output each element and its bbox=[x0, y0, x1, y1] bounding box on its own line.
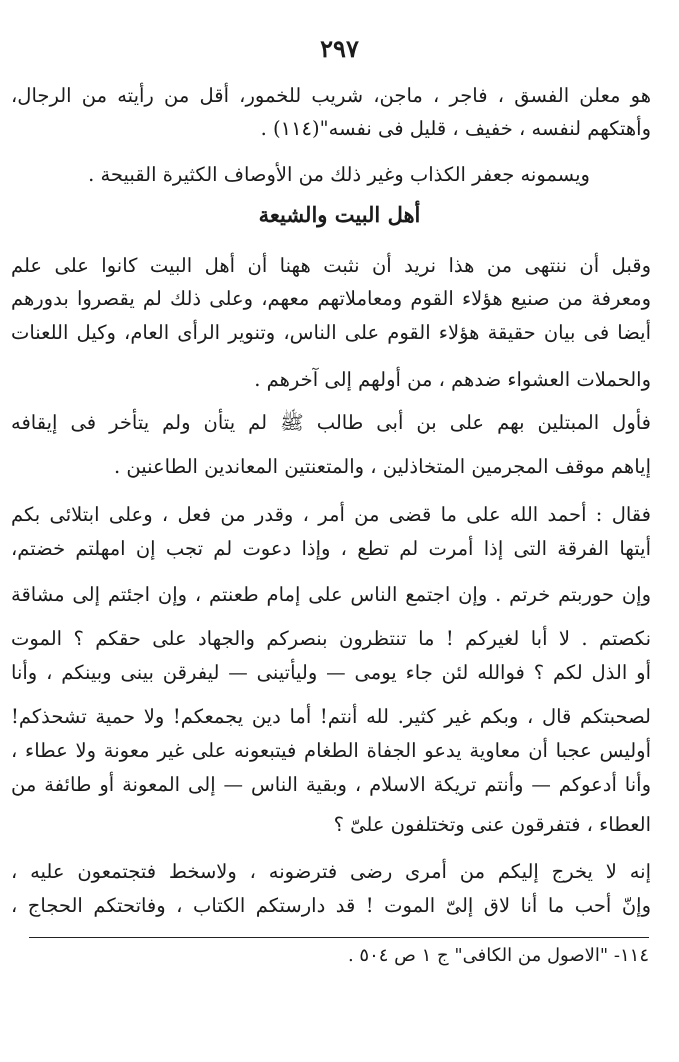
text-line: أو الذل لكم ؟ فوالله لئن جاء يومى — وليأتينى — ليفرقن بينى وبينكم ، وأنا bbox=[11, 661, 651, 684]
text-line: فأول المبتلين بهم على بن أبى طالب ﷺ لم يتأن ولم يتأخر فى إيقافه bbox=[11, 411, 651, 434]
text-line: ويسمونه جعفر الكذاب وغير ذلك من الأوصاف الكثيرة القبيحة . bbox=[88, 163, 590, 186]
section-heading: أهل البيت والشيعة bbox=[258, 202, 421, 227]
text-line: العطاء ، فتفرقون عنى وتختلفون علىّ ؟ bbox=[333, 813, 651, 836]
footnote-divider bbox=[29, 937, 649, 938]
text-line: وأنا أدعوكم — وأنتم تريكة الاسلام ، وبقية الناس — إلى المعونة أو طائفة من bbox=[11, 773, 651, 796]
text-line: إياهم موقف المجرمين المتخاذلين ، والمتعنتين المعاندين الطاعنين . bbox=[113, 455, 651, 478]
text-line: ومعرفة من صنيع هؤلاء القوم ومعاملاتهم معهم، وعلى ذلك لم يقصروا بدورهم bbox=[11, 287, 651, 310]
text-line: أيتها الفرقة التى إذا أمرت لم تطع ، وإذا دعوت لم تجب إن امهلتم خضتم، bbox=[11, 537, 651, 560]
text-line: وإنّ أحب ما أنا لاق إلىّ الموت ! قد دارستكم الكتاب ، وفاتحتكم الحجاج ، bbox=[11, 894, 651, 917]
text-line: نكصتم . لا أبا لغيركم ! ما تنتظرون بنصركم والجهاد على حقكم ؟ الموت bbox=[11, 627, 651, 650]
text-line: هو معلن الفسق ، فاجر ، ماجن، شريب للخمور، أقل من رأيته من الرجال، bbox=[11, 84, 651, 107]
footnote: ١١٤- "الاصول من الكافى" ج ١ ص ٥٠٤ . bbox=[347, 945, 649, 966]
text-line: وقبل أن ننتهى من هذا نريد أن نثبت ههنا أن أهل البيت كانوا على علم bbox=[11, 254, 651, 277]
text-line: لصحبتكم قال ، وبكم غير كثير. لله أنتم! أما دين يجمعكم! ولا حمية تشحذكم! bbox=[11, 705, 651, 728]
text-line: وأهتكهم لنفسه ، خفيف ، قليل فى نفسه"(١١٤) . bbox=[260, 117, 651, 140]
text-line: والحملات العشواء ضدهم ، من أولهم إلى آخرهم . bbox=[254, 368, 651, 391]
text-line: أيضا فى بيان حقيقة هؤلاء القوم على الناس، وتنوير الرأى العام، وكيل اللعنات bbox=[11, 321, 651, 344]
page-number: ٢٩٧ bbox=[320, 34, 359, 63]
text-line: إنه لا يخرج إليكم من أمرى رضى فترضونه ، ولاسخط فتجتمعون عليه ، bbox=[11, 860, 651, 883]
text-line: فقال : أحمد الله على ما قضى من أمر ، وقدر من فعل ، وعلى ابتلائى بكم bbox=[11, 503, 651, 526]
text-line: أوليس عجبا أن معاوية يدعو الجفاة الطغام فيتبعونه على غير معونة ولا عطاء ، bbox=[11, 739, 651, 762]
text-line: وإن حوربتم خرتم . وإن اجتمع الناس على إمام طعنتم ، وإن اجئتم إلى مشاقة bbox=[11, 583, 651, 606]
